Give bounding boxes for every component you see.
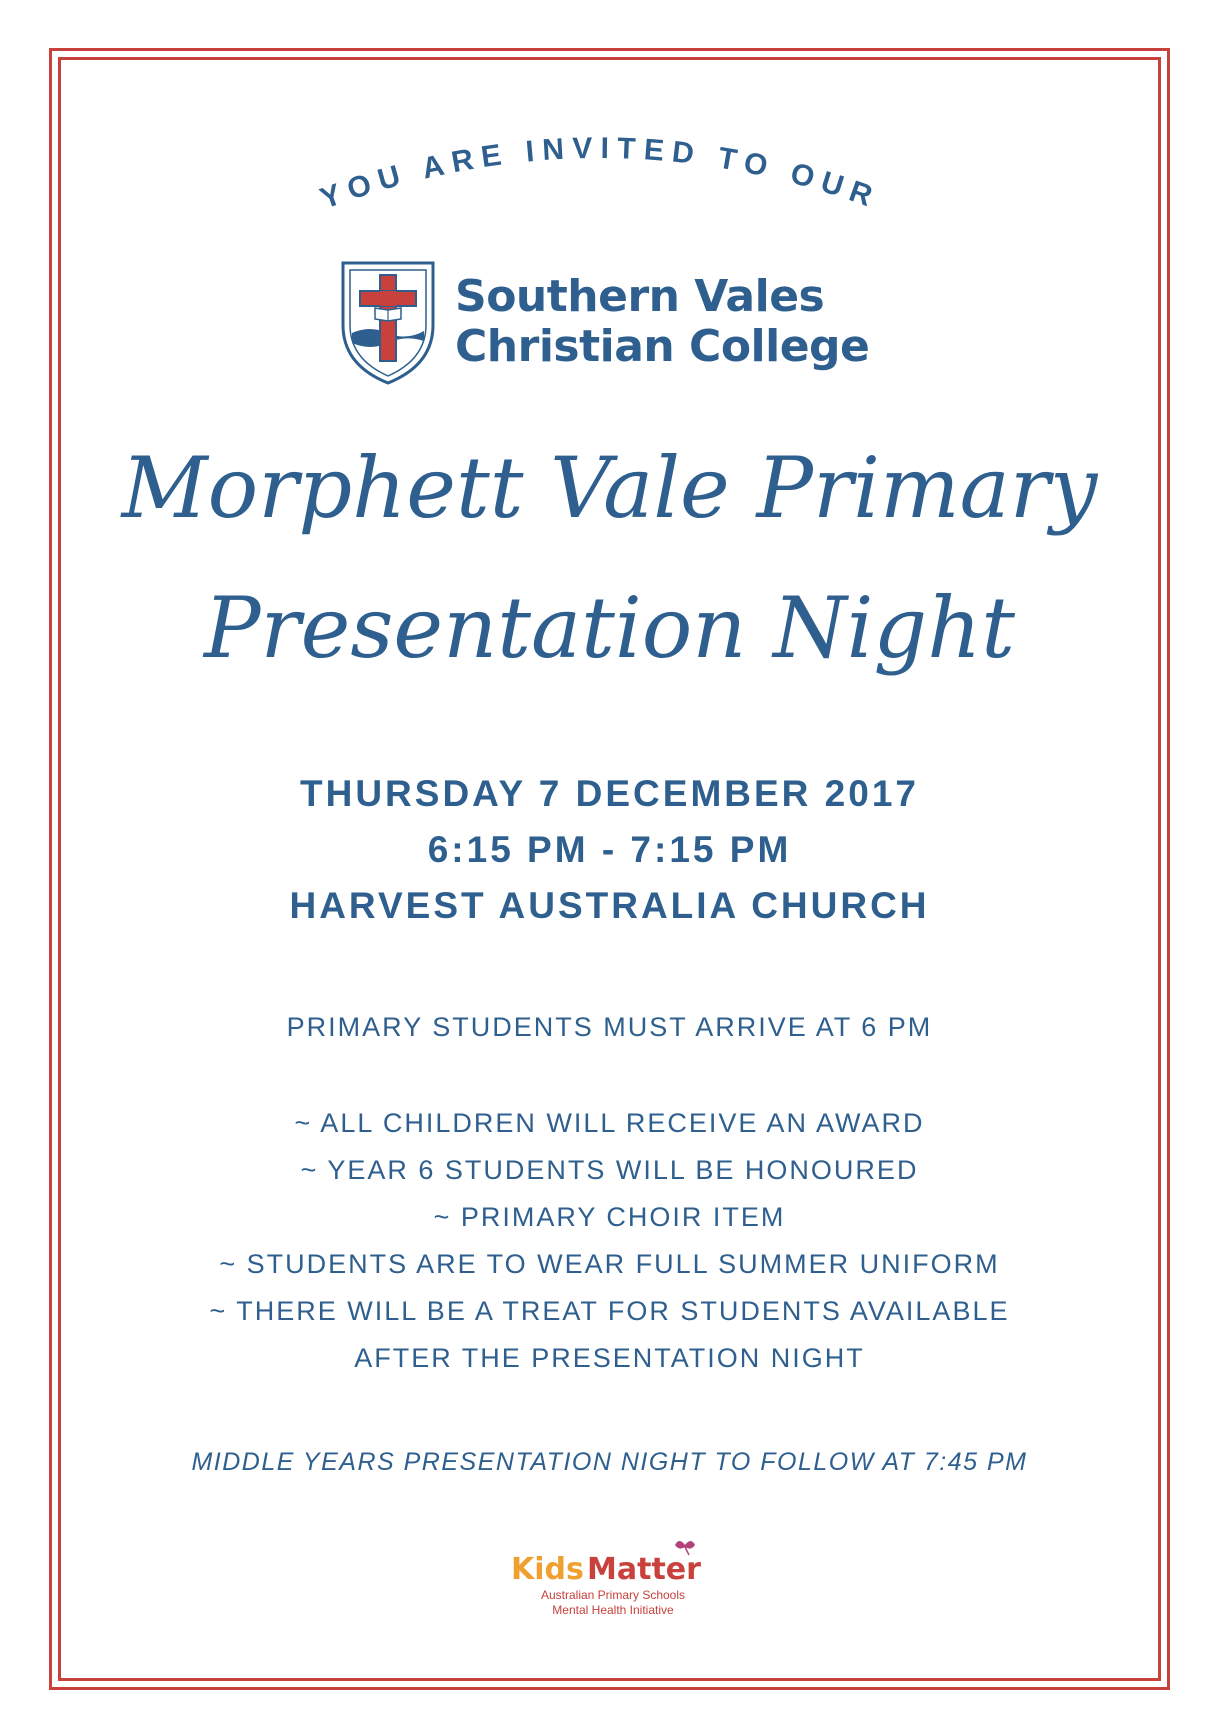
event-items-list <box>61 1100 1158 1382</box>
svg-text:YOU ARE INVITED TO OUR <box>316 132 884 216</box>
event-date: THURSDAY 7 DECEMBER 2017 <box>300 773 919 814</box>
kidsmatter-kids: Kids <box>511 1552 584 1587</box>
list-item: AFTER THE PRESENTATION NIGHT <box>354 1343 865 1373</box>
kidsmatter-matter: Matter <box>587 1552 701 1587</box>
arrival-note: PRIMARY STUDENTS MUST ARRIVE AT 6 PM <box>286 1012 933 1042</box>
kidsmatter-tagline1: Australian Primary Schools <box>540 1588 686 1602</box>
list-item: ~ ALL CHILDREN WILL RECEIVE AN AWARD <box>294 1108 925 1138</box>
invite-heading-text: YOU ARE INVITED TO OUR <box>316 131 884 216</box>
event-venue: HARVEST AUSTRALIA CHURCH <box>289 885 930 926</box>
list-item: ~ THERE WILL BE A TREAT FOR STUDENTS AVAILABLE <box>209 1296 1010 1326</box>
event-title-line2: Presentation Night <box>203 579 1016 677</box>
event-details <box>61 766 1158 934</box>
list-item: ~ STUDENTS ARE TO WEAR FULL SUMMER UNIFORM <box>219 1249 1000 1279</box>
college-name-line1: Southern Vales <box>455 271 825 322</box>
list-item: ~ YEAR 6 STUDENTS WILL BE HONOURED <box>300 1155 919 1185</box>
kidsmatter-logo <box>505 1535 720 1625</box>
event-title-line1: Morphett Vale Primary <box>121 439 1098 537</box>
college-name <box>455 272 869 372</box>
follow-note: MIDDLE YEARS PRESENTATION NIGHT TO FOLLOW AT 7:45 PM <box>191 1448 1028 1476</box>
college-name-line2: Christian College <box>455 321 870 372</box>
kidsmatter-tagline2: Mental Health Initiative <box>552 1603 674 1617</box>
list-item: ~ PRIMARY CHOIR ITEM <box>433 1202 786 1232</box>
event-time: 6:15 PM - 7:15 PM <box>427 829 792 870</box>
invite-heading <box>280 118 920 228</box>
